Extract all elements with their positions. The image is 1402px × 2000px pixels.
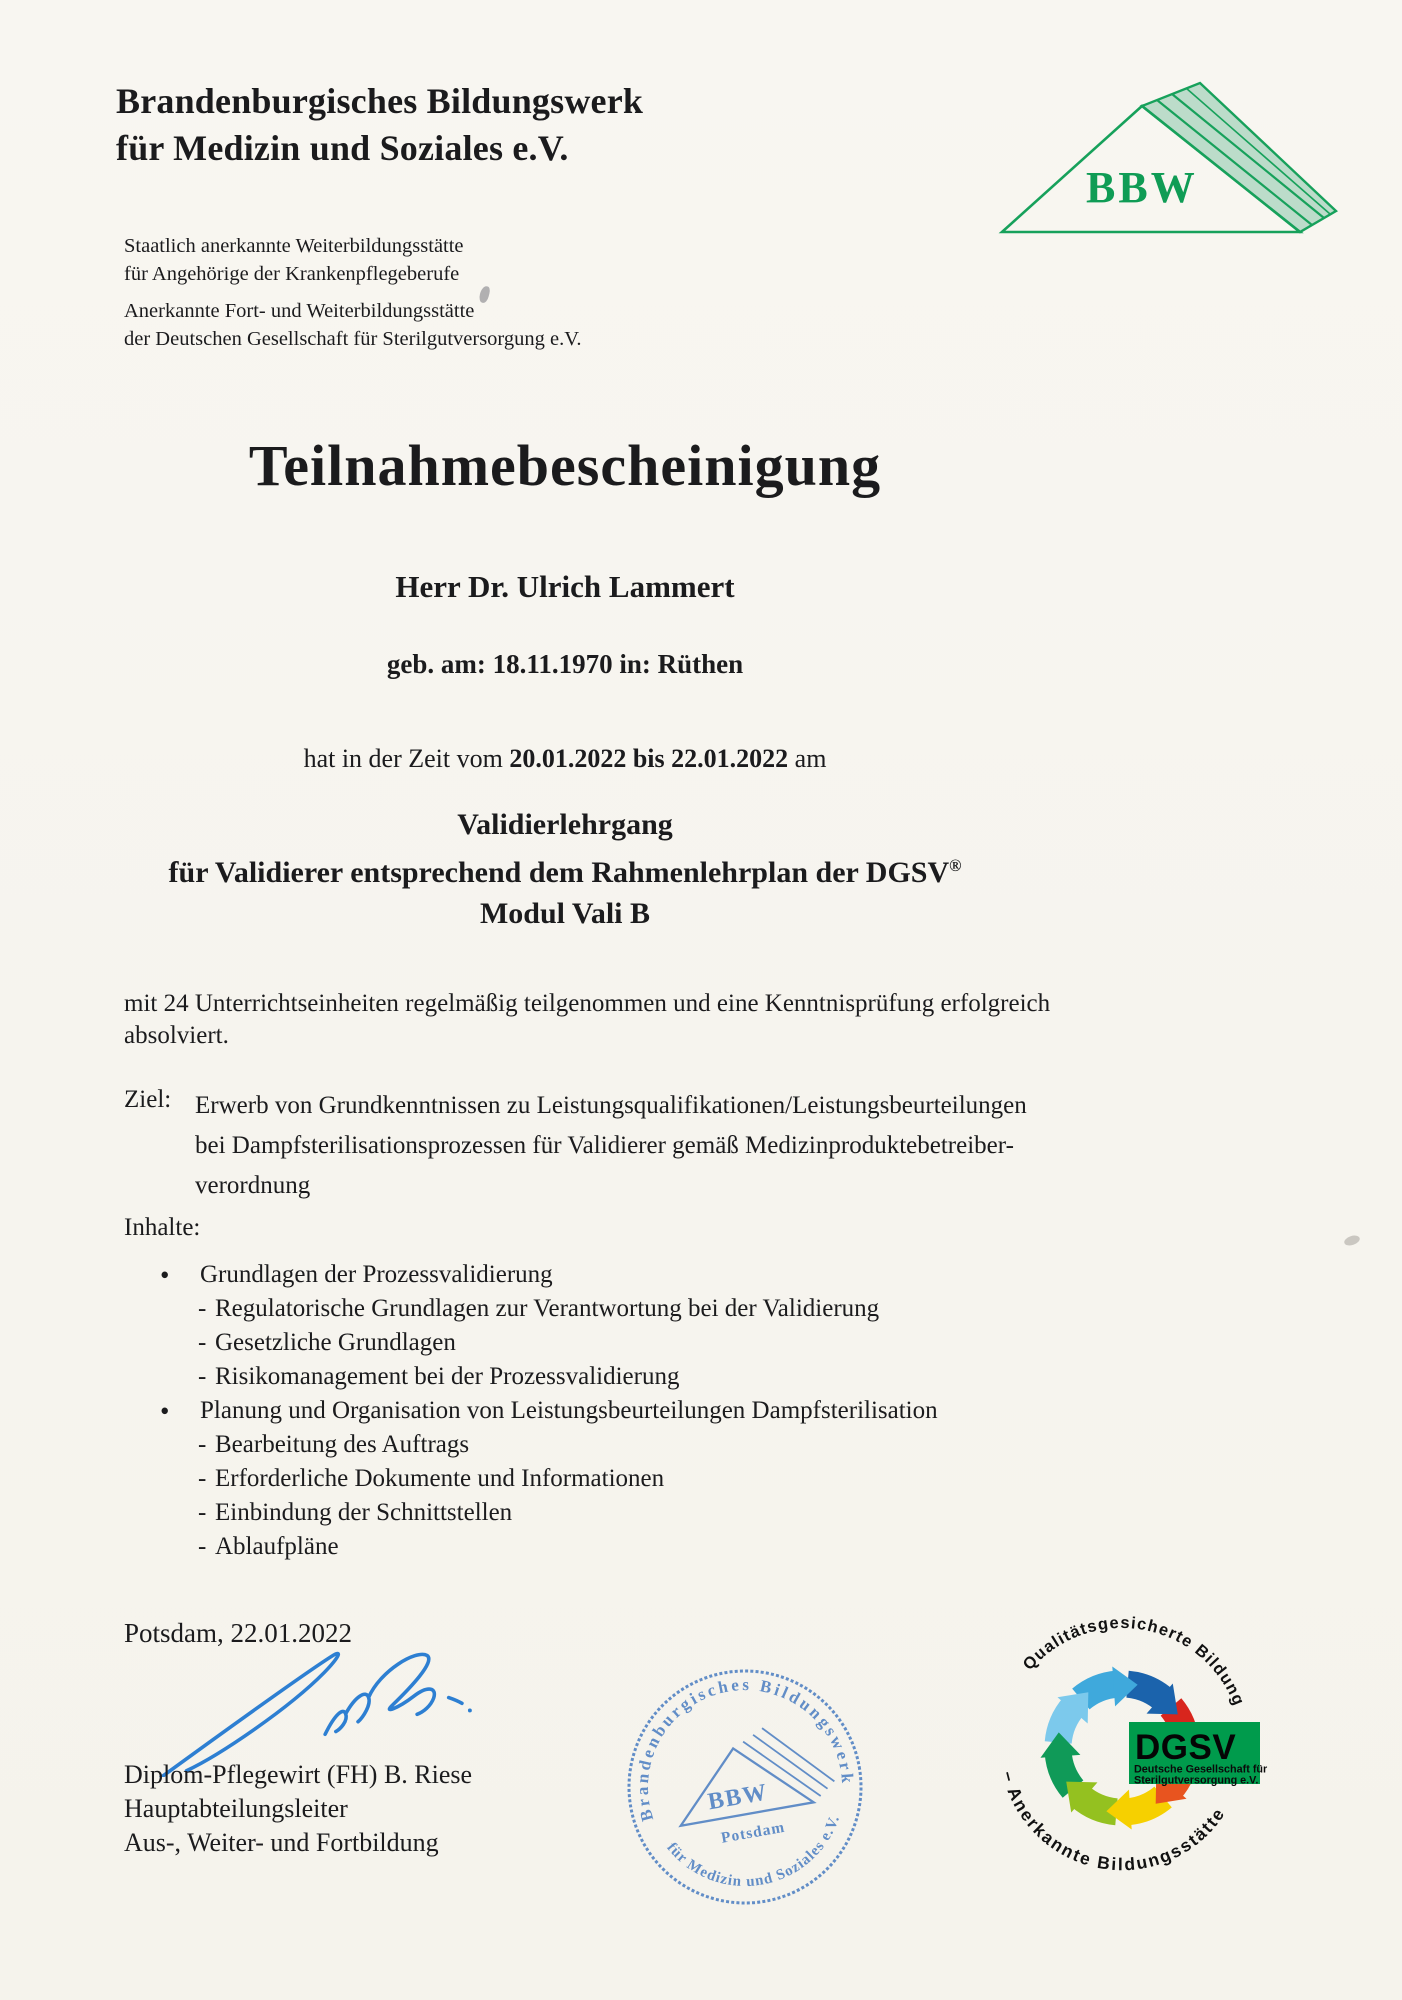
course-line2-text: für Validierer entsprechend dem Rahmenlehrplan der DGSV xyxy=(168,856,950,889)
stamp-bbw-text: BBW xyxy=(705,1779,771,1816)
list-item xyxy=(124,1258,1134,1292)
list-item-text: Planung und Organisation von Leistungsbeurteilungen Dampfsterilisation xyxy=(200,1397,938,1424)
ink-stamp xyxy=(620,1662,870,1912)
registered-trademark-symbol: ® xyxy=(949,856,962,875)
list-item-text: Risikomanagement bei der Prozessvalidierung xyxy=(215,1363,680,1390)
period-prefix: hat in der Zeit vom xyxy=(303,744,510,773)
scan-artifact xyxy=(1343,1234,1361,1248)
goal-line2: bei Dampfsterilisationsprozessen für Validierer gemäß Medizinproduktebetreiber- xyxy=(195,1132,1014,1159)
list-item xyxy=(124,1530,1134,1564)
dash-marker: - xyxy=(198,1499,207,1526)
dgsv-emblem xyxy=(952,1578,1292,1918)
period-suffix: am xyxy=(788,744,827,773)
dgsv-ring-text-bottom: – Anerkannte Bildungsstätte xyxy=(998,1768,1230,1875)
list-item xyxy=(124,1326,1134,1360)
participation-statement xyxy=(124,988,1050,1051)
dash-marker: - xyxy=(198,1295,207,1322)
list-item xyxy=(124,1394,1134,1428)
org-subtitle-1-line1: Staatlich anerkannte Weiterbildungsstätte xyxy=(124,235,464,257)
contents-label: Inhalte: xyxy=(124,1214,201,1241)
org-subtitle-2-line1: Anerkannte Fort- und Weiterbildungsstätte xyxy=(124,300,475,322)
bullet-marker: • xyxy=(160,1396,170,1426)
list-item-text: Grundlagen der Prozessvalidierung xyxy=(200,1261,553,1288)
stamp-bottom-text: für Medizin und Soziales e.V. xyxy=(663,1813,844,1891)
course-title-block xyxy=(0,804,1130,934)
org-subtitle-1-line2: für Angehörige der Krankenpflegeberufe xyxy=(124,262,460,285)
bbw-logo-text: BBW xyxy=(1086,163,1198,212)
course-line3: Modul Vali B xyxy=(479,897,651,930)
dgsv-box-sub2: Sterilgutversorgung e.V. xyxy=(1134,1774,1259,1787)
stamp-top-text: Brandenburgisches Bildungswerk xyxy=(632,1675,858,1824)
goal-line3: verordnung xyxy=(195,1172,311,1199)
org-subtitle-2-line2: der Deutschen Gesellschaft für Sterilgutversorgung e.V. xyxy=(124,327,582,350)
signature-icon xyxy=(148,1642,478,1777)
signer-name: Diplom-Pflegewirt (FH) B. Riese xyxy=(124,1760,473,1789)
list-item-text: Gesetzliche Grundlagen xyxy=(215,1329,456,1356)
dgsv-box-title: DGSV xyxy=(1135,1728,1237,1767)
org-subtitle-1 xyxy=(124,233,464,288)
participant-birth: geb. am: 18.11.1970 in: Rüthen xyxy=(386,649,744,679)
signer-role2: Aus-, Weiter- und Fortbildung xyxy=(124,1828,439,1857)
goal-line1: Erwerb von Grundkenntnissen zu Leistungsqualifikationen/Leistungsbeurteilungen xyxy=(195,1092,1027,1119)
list-item xyxy=(124,1360,1134,1394)
bbw-logo-icon xyxy=(990,56,1360,241)
dgsv-ring-text-top: Qualitätsgesicherte Bildung xyxy=(1019,1613,1248,1709)
list-item-text: Bearbeitung des Auftrags xyxy=(215,1431,470,1458)
stamp-city-text: Potsdam xyxy=(719,1818,787,1847)
place-date: Potsdam, 22.01.2022 xyxy=(124,1618,353,1648)
dgsv-box-sub1: Deutsche Gesellschaft für xyxy=(1134,1763,1268,1776)
page-title: Teilnahmebescheinigung xyxy=(248,433,882,498)
list-item-text: Erforderliche Dokumente und Informationen xyxy=(215,1465,665,1492)
list-item xyxy=(124,1496,1134,1530)
list-item xyxy=(124,1428,1134,1462)
org-name xyxy=(116,78,643,172)
dgsv-box xyxy=(1129,1722,1268,1787)
org-name-line2: für Medizin und Soziales e.V. xyxy=(116,128,569,168)
list-item-text: Einbindung der Schnittstellen xyxy=(215,1499,513,1526)
dash-marker: - xyxy=(198,1465,207,1492)
period-dates: 20.01.2022 bis 22.01.2022 xyxy=(509,744,789,773)
statement-line2: absolviert. xyxy=(124,1021,229,1049)
signer-block xyxy=(124,1758,472,1860)
goal-text xyxy=(195,1086,1027,1206)
course-line1: Validierlehrgang xyxy=(457,808,673,841)
contents-list xyxy=(124,1258,1134,1564)
goal-label: Ziel: xyxy=(124,1086,172,1113)
org-subtitle-2 xyxy=(124,298,582,353)
list-item-text: Ablaufpläne xyxy=(215,1533,339,1560)
list-item-text: Regulatorische Grundlagen zur Verantwortung bei der Validierung xyxy=(215,1295,880,1322)
bullet-marker: • xyxy=(160,1260,170,1290)
course-period xyxy=(0,744,1130,774)
course-line2 xyxy=(0,845,1130,893)
statement-line1: mit 24 Unterrichtseinheiten regelmäßig teilgenommen und eine Kenntnisprüfung erfolgreich xyxy=(124,990,1051,1017)
dash-marker: - xyxy=(198,1363,207,1390)
dash-marker: - xyxy=(198,1329,207,1356)
list-item xyxy=(124,1292,1134,1326)
list-item xyxy=(124,1462,1134,1496)
org-name-line1: Brandenburgisches Bildungswerk xyxy=(116,81,644,121)
signer-role1: Hauptabteilungsleiter xyxy=(124,1794,348,1823)
dash-marker: - xyxy=(198,1431,207,1458)
participant-name: Herr Dr. Ulrich Lammert xyxy=(395,569,735,604)
dash-marker: - xyxy=(198,1533,207,1560)
